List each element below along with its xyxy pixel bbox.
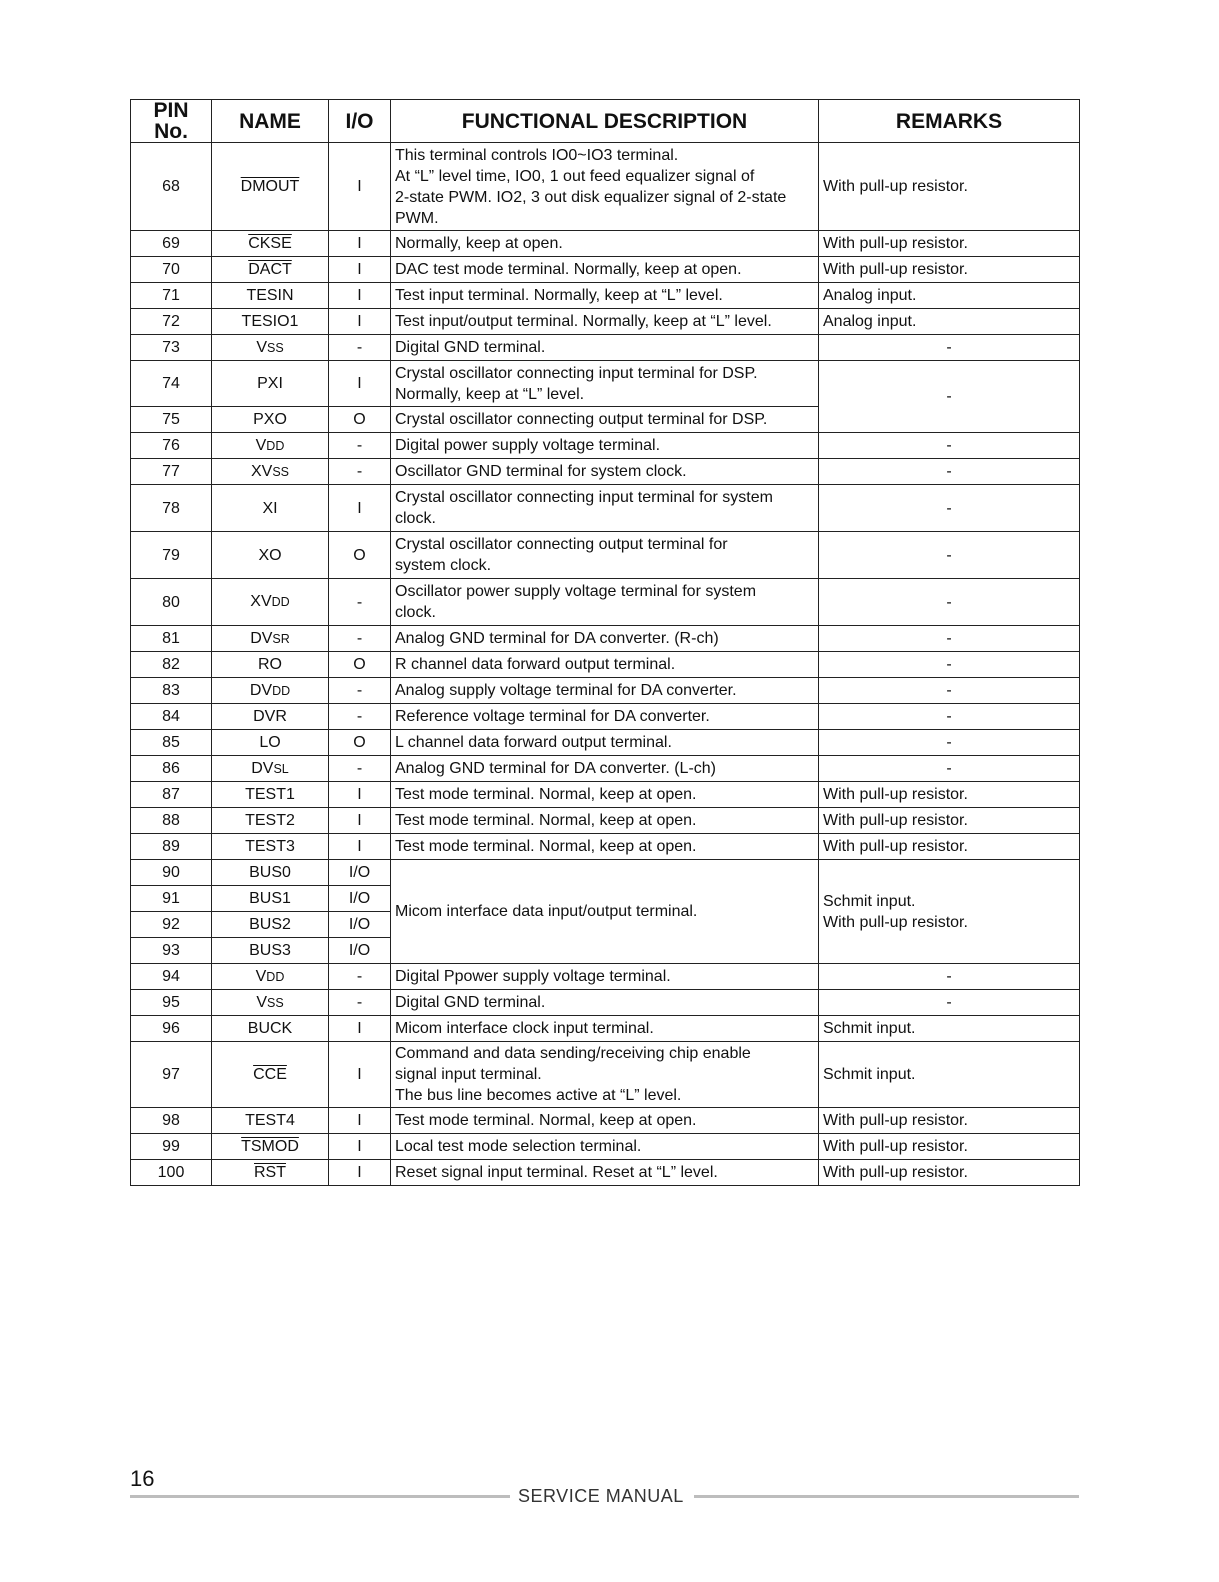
io-cell: I xyxy=(329,361,391,407)
name-cell xyxy=(212,990,329,1016)
description-line: Crystal oscillator connecting output terminal for xyxy=(395,536,728,553)
pin-cell: 98 xyxy=(131,1108,212,1134)
remarks-cell: - xyxy=(819,361,1080,433)
table-row xyxy=(131,579,1080,626)
name-suffix: SS xyxy=(266,995,284,1010)
name-suffix: DD xyxy=(271,595,290,609)
name-cell: TEST4 xyxy=(212,1108,329,1134)
remarks-cell: - xyxy=(819,704,1080,730)
io-cell: I/O xyxy=(329,912,391,938)
io-cell: - xyxy=(329,433,391,459)
remarks-cell: - xyxy=(819,626,1080,652)
remarks-cell: Schmit input. xyxy=(819,1042,1080,1108)
description-line: This terminal controls IO0~IO3 terminal. xyxy=(395,146,679,164)
name-cell: TEST3 xyxy=(212,834,329,860)
description-cell: Analog GND terminal for DA converter. (L-ch) xyxy=(391,756,819,782)
name-cell xyxy=(212,1042,329,1108)
description-cell: Digital Ppower supply voltage terminal. xyxy=(391,964,819,990)
pin-cell: 77 xyxy=(131,459,212,485)
name-main: XV xyxy=(250,462,273,480)
remarks-cell: - xyxy=(819,485,1080,532)
pin-cell: 83 xyxy=(131,678,212,704)
description-line: The bus line becomes active at “L” level. xyxy=(395,1087,682,1104)
remarks-cell: - xyxy=(819,532,1080,579)
description-cell: Test mode terminal. Normal, keep at open. xyxy=(391,808,819,834)
description-line: PWM. xyxy=(395,209,439,227)
table-row xyxy=(131,626,1080,652)
remarks-cell: With pull-up resistor. xyxy=(819,143,1080,231)
name-suffix: DD xyxy=(272,683,291,698)
header-io: I/O xyxy=(329,100,391,143)
table-row xyxy=(131,834,1080,860)
remarks-cell: With pull-up resistor. xyxy=(819,1108,1080,1134)
header-remarks: REMARKS xyxy=(819,100,1080,143)
io-cell: I xyxy=(329,231,391,257)
name-cell: PXI xyxy=(212,361,329,407)
pin-cell: 85 xyxy=(131,730,212,756)
description-line: Oscillator power supply voltage terminal for system xyxy=(395,583,757,600)
io-cell: - xyxy=(329,704,391,730)
io-cell: O xyxy=(329,407,391,433)
remarks-line: With pull-up resistor. xyxy=(823,913,968,931)
io-cell: I xyxy=(329,1134,391,1160)
name-main: DV xyxy=(250,629,273,647)
description-line: system clock. xyxy=(395,557,492,574)
pin-cell: 90 xyxy=(131,860,212,886)
remarks-cell: - xyxy=(819,964,1080,990)
name-cell: XO xyxy=(212,532,329,579)
table-row xyxy=(131,990,1080,1016)
name-cell xyxy=(212,1134,329,1160)
description-cell: Digital GND terminal. xyxy=(391,990,819,1016)
name-suffix: DD xyxy=(266,438,285,453)
name-cell: DVR xyxy=(212,704,329,730)
io-cell: - xyxy=(329,756,391,782)
pin-cell: 81 xyxy=(131,626,212,652)
name-cell: RO xyxy=(212,652,329,678)
pin-cell: 91 xyxy=(131,886,212,912)
name-main: V xyxy=(255,436,267,454)
pin-cell: 87 xyxy=(131,782,212,808)
remarks-cell: Schmit input. xyxy=(819,1016,1080,1042)
io-cell: - xyxy=(329,964,391,990)
pin-cell: 78 xyxy=(131,485,212,532)
description-cell: Oscillator GND terminal for system clock. xyxy=(391,459,819,485)
io-cell: I xyxy=(329,808,391,834)
io-cell: I xyxy=(329,834,391,860)
io-cell: I xyxy=(329,309,391,335)
pin-cell: 70 xyxy=(131,257,212,283)
description-line: signal input terminal. xyxy=(395,1066,542,1083)
io-cell: - xyxy=(329,335,391,361)
description-cell: Micom interface data input/output terminal. xyxy=(391,860,819,964)
pin-cell: 84 xyxy=(131,704,212,730)
remarks-cell: With pull-up resistor. xyxy=(819,257,1080,283)
description-cell: Digital GND terminal. xyxy=(391,335,819,361)
table-row xyxy=(131,860,1080,886)
io-cell: - xyxy=(329,678,391,704)
name-cell: TEST2 xyxy=(212,808,329,834)
io-cell: I xyxy=(329,1042,391,1108)
io-cell: I xyxy=(329,1160,391,1186)
table-row xyxy=(131,309,1080,335)
description-line: 2-state PWM. IO2, 3 out disk equalizer signal of 2-state xyxy=(395,188,787,206)
table-row xyxy=(131,1016,1080,1042)
header-row xyxy=(131,100,1080,143)
name-text: CKSE xyxy=(248,235,292,252)
table-row xyxy=(131,532,1080,579)
description-cell: Test mode terminal. Normal, keep at open. xyxy=(391,834,819,860)
description-cell: DAC test mode terminal. Normally, keep at open. xyxy=(391,257,819,283)
name-cell xyxy=(212,335,329,361)
remarks-cell: - xyxy=(819,756,1080,782)
footer-rule-right xyxy=(694,1495,1079,1498)
remarks-cell: - xyxy=(819,459,1080,485)
description-line: At “L” level time, IO0, 1 out feed equalizer signal of xyxy=(395,167,755,185)
name-text: DACT xyxy=(248,261,292,278)
name-main: V xyxy=(256,338,267,356)
io-cell: I/O xyxy=(329,860,391,886)
remarks-cell: With pull-up resistor. xyxy=(819,834,1080,860)
io-cell: I xyxy=(329,1108,391,1134)
name-cell: XI xyxy=(212,485,329,532)
name-cell: LO xyxy=(212,730,329,756)
pin-cell: 71 xyxy=(131,283,212,309)
io-cell: I/O xyxy=(329,886,391,912)
name-main: XV xyxy=(250,593,272,610)
name-cell xyxy=(212,231,329,257)
table-row xyxy=(131,782,1080,808)
remarks-cell: Analog input. xyxy=(819,309,1080,335)
pin-cell: 100 xyxy=(131,1160,212,1186)
description-cell xyxy=(391,1042,819,1108)
pin-cell: 76 xyxy=(131,433,212,459)
description-line: Crystal oscillator connecting input terminal for system xyxy=(395,489,773,506)
name-cell: PXO xyxy=(212,407,329,433)
remarks-cell: - xyxy=(819,678,1080,704)
table-row xyxy=(131,1160,1080,1186)
table-row xyxy=(131,756,1080,782)
table-row xyxy=(131,361,1080,407)
description-cell: Micom interface clock input terminal. xyxy=(391,1016,819,1042)
description-cell: Test input terminal. Normally, keep at “L” level. xyxy=(391,283,819,309)
table-row xyxy=(131,1042,1080,1108)
io-cell: I xyxy=(329,485,391,532)
description-cell xyxy=(391,532,819,579)
pin-cell: 80 xyxy=(131,579,212,626)
page-number: 16 xyxy=(130,1466,155,1491)
name-suffix: SS xyxy=(266,340,284,355)
pin-cell: 95 xyxy=(131,990,212,1016)
table-row xyxy=(131,459,1080,485)
io-cell: I xyxy=(329,143,391,231)
pin-cell: 68 xyxy=(131,143,212,231)
name-cell: TESIN xyxy=(212,283,329,309)
io-cell: O xyxy=(329,532,391,579)
remarks-cell: - xyxy=(819,579,1080,626)
remarks-cell: With pull-up resistor. xyxy=(819,808,1080,834)
remarks-cell: - xyxy=(819,730,1080,756)
table-row xyxy=(131,257,1080,283)
name-suffix: SR xyxy=(272,631,290,646)
io-cell: - xyxy=(329,990,391,1016)
name-cell: TEST1 xyxy=(212,782,329,808)
name-cell xyxy=(212,459,329,485)
footer-label: SERVICE MANUAL xyxy=(518,1486,684,1506)
io-cell: I/O xyxy=(329,938,391,964)
name-cell xyxy=(212,756,329,782)
table-row xyxy=(131,283,1080,309)
pin-cell: 69 xyxy=(131,231,212,257)
table-row xyxy=(131,433,1080,459)
description-line: Crystal oscillator connecting input terminal for DSP. xyxy=(395,364,758,382)
description-cell: Local test mode selection terminal. xyxy=(391,1134,819,1160)
table-row xyxy=(131,964,1080,990)
description-line: Normally, keep at “L” level. xyxy=(395,385,585,403)
pin-cell: 97 xyxy=(131,1042,212,1108)
name-suffix: DD xyxy=(266,969,285,984)
remarks-cell: - xyxy=(819,335,1080,361)
description-cell xyxy=(391,579,819,626)
io-cell: I xyxy=(329,1016,391,1042)
name-cell: BUS0 xyxy=(212,860,329,886)
remarks-cell: With pull-up resistor. xyxy=(819,1134,1080,1160)
table-row xyxy=(131,652,1080,678)
name-suffix: SS xyxy=(272,464,290,479)
pin-cell: 92 xyxy=(131,912,212,938)
remarks-cell: - xyxy=(819,433,1080,459)
footer-rule-left xyxy=(130,1495,510,1498)
name-cell: BUS1 xyxy=(212,886,329,912)
pin-cell: 99 xyxy=(131,1134,212,1160)
description-cell xyxy=(391,485,819,532)
name-suffix: SL xyxy=(273,761,289,776)
remarks-cell: - xyxy=(819,990,1080,1016)
description-cell: Test input/output terminal. Normally, keep at “L” level. xyxy=(391,309,819,335)
description-cell: Analog supply voltage terminal for DA converter. xyxy=(391,678,819,704)
table-row xyxy=(131,485,1080,532)
pin-cell: 89 xyxy=(131,834,212,860)
io-cell: I xyxy=(329,257,391,283)
table-row xyxy=(131,1108,1080,1134)
description-cell: Reset signal input terminal. Reset at “L” level. xyxy=(391,1160,819,1186)
pin-cell: 96 xyxy=(131,1016,212,1042)
remarks-cell: Analog input. xyxy=(819,283,1080,309)
table-row xyxy=(131,231,1080,257)
remarks-cell xyxy=(819,860,1080,964)
pin-cell: 86 xyxy=(131,756,212,782)
name-cell xyxy=(212,678,329,704)
header-pin: PIN No. xyxy=(131,100,212,143)
table-row xyxy=(131,335,1080,361)
name-main: V xyxy=(256,993,267,1011)
table-row xyxy=(131,808,1080,834)
pin-cell: 82 xyxy=(131,652,212,678)
header-description: FUNCTIONAL DESCRIPTION xyxy=(391,100,819,143)
description-cell xyxy=(391,361,819,407)
description-cell: Test mode terminal. Normal, keep at open. xyxy=(391,782,819,808)
remarks-line: Schmit input. xyxy=(823,892,916,910)
remarks-cell: With pull-up resistor. xyxy=(819,782,1080,808)
name-text: DMOUT xyxy=(240,178,300,195)
table-row xyxy=(131,730,1080,756)
name-main: V xyxy=(255,967,267,985)
name-text: $\overline{RST}$ xyxy=(254,1164,286,1181)
name-cell xyxy=(212,257,329,283)
pin-cell: 93 xyxy=(131,938,212,964)
io-cell: O xyxy=(329,652,391,678)
description-cell: Reference voltage terminal for DA converter. xyxy=(391,704,819,730)
pin-cell: 88 xyxy=(131,808,212,834)
remarks-cell: With pull-up resistor. xyxy=(819,1160,1080,1186)
table-row xyxy=(131,704,1080,730)
io-cell: I xyxy=(329,782,391,808)
io-cell: I xyxy=(329,283,391,309)
description-cell: Analog GND terminal for DA converter. (R-ch) xyxy=(391,626,819,652)
description-cell: Test mode terminal. Normal, keep at open. xyxy=(391,1108,819,1134)
pin-cell: 74 xyxy=(131,361,212,407)
name-cell: BUS3 xyxy=(212,938,329,964)
remarks-cell: - xyxy=(819,652,1080,678)
name-text: TSMOD xyxy=(241,1138,299,1155)
description-line: clock. xyxy=(395,510,436,527)
name-cell: TESIO1 xyxy=(212,309,329,335)
table-row xyxy=(131,1134,1080,1160)
pin-cell: 72 xyxy=(131,309,212,335)
name-cell xyxy=(212,964,329,990)
table-row xyxy=(131,678,1080,704)
name-main: DV xyxy=(249,681,273,699)
name-cell xyxy=(212,626,329,652)
io-cell: - xyxy=(329,579,391,626)
description-line: Command and data sending/receiving chip enable xyxy=(395,1045,751,1062)
name-cell xyxy=(212,433,329,459)
pin-table xyxy=(130,99,1080,1186)
name-text: $\overline{CCE}$ xyxy=(253,1066,287,1083)
description-cell: R channel data forward output terminal. xyxy=(391,652,819,678)
io-cell: - xyxy=(329,459,391,485)
pin-cell: 73 xyxy=(131,335,212,361)
pin-cell: 75 xyxy=(131,407,212,433)
description-cell: Normally, keep at open. xyxy=(391,231,819,257)
name-cell xyxy=(212,1160,329,1186)
description-line: clock. xyxy=(395,604,436,621)
name-cell: BUCK xyxy=(212,1016,329,1042)
pin-cell: 79 xyxy=(131,532,212,579)
io-cell: - xyxy=(329,626,391,652)
description-cell: Digital power supply voltage terminal. xyxy=(391,433,819,459)
description-cell: L channel data forward output terminal. xyxy=(391,730,819,756)
name-cell xyxy=(212,579,329,626)
pin-cell: 94 xyxy=(131,964,212,990)
name-cell xyxy=(212,143,329,231)
name-main: DV xyxy=(251,759,274,777)
description-cell: Crystal oscillator connecting output terminal for DSP. xyxy=(391,407,819,433)
name-cell: BUS2 xyxy=(212,912,329,938)
io-cell: O xyxy=(329,730,391,756)
description-cell xyxy=(391,143,819,231)
header-name: NAME xyxy=(212,100,329,143)
remarks-cell: With pull-up resistor. xyxy=(819,231,1080,257)
table-row xyxy=(131,143,1080,231)
